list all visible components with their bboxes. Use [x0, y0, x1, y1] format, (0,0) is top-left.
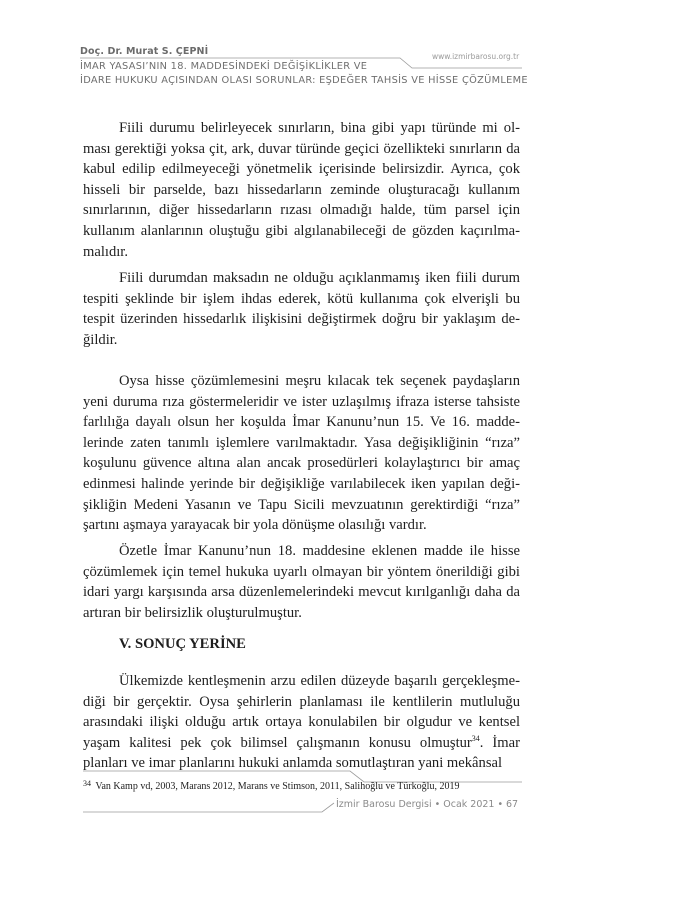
page-number: 67 — [506, 799, 519, 810]
header-title-line-2: İDARE HUKUKU AÇISINDAN OLASI SORUNLAR: EŞDEĞER TAHSİS VE HİSSE ÇÖZÜMLEME — [80, 75, 528, 86]
paragraph-4-text: Özetle İmar Kanunu’nun 18. maddesine eklenen madde ile hisse çözümlemek için temel hukuka uyarlı olmayan bir yöntem önerildiği gibi idari yargı karşısında arsa düzenlemelerindeki mevcut kırılganlığı daha da artıran bir belirsizlik oluşturulmuştur. — [83, 543, 520, 621]
paragraph-1 — [83, 118, 520, 262]
paragraph-3 — [83, 371, 520, 536]
paragraph-1-text: Fiili durumu belirleyecek sınırların, bina gibi yapı türünde mi olması gerektiği yoksa çit, ark, duvar türünde geçici özellikteki sınırların da kabul edilip edilmeyeceği yönetmelik içerisinde belirsizdir. Ayrıca, çok hisseli bir parselde, bazı hissedarların zeminde oluşturacağı kullanım sınırlarının, diğer hissedarların rızası olmadığı halde, tüm parsel için kullanım alanlarının oluştuğu gibi algılanabileceği de gözden kaçırılmamalıdır. — [83, 120, 520, 260]
paragraph-5-text — [83, 671, 520, 774]
paragraph-5 — [83, 671, 520, 774]
footnote-reference[interactable]: 34 — [471, 733, 480, 743]
header-url: www.izmirbarosu.org.tr — [432, 52, 520, 61]
footnote-number: 34 — [83, 779, 91, 788]
header-author: Doç. Dr. Murat S. ÇEPNİ — [80, 46, 209, 57]
paragraph-5-part-2: . İmar planları ve imar planlarını hukuki anlamda somutlaştıran yani mekânsal — [83, 734, 520, 772]
paragraph-3-text: Oysa hisse çözümlemesini meşru kılacak tek seçenek paydaşların yeni duruma rıza göstermeleridir ve ister uzlaşılmış ifraza isterse tahsiste farlılığa dayalı olsun her koşulda İmar Kanunu’nun 15. Ve 16. maddelerinde zaten tanımlı işlemlere varılmaktadır. Yasa değişikliğinin “rıza” koşulunu güvence altına alan ancak prosedürleri kolaylaştırıcı bir amaç edinmesi halinde yerinde bir değişikliğe varılabilecek iken yapılan değişikliğin Medeni Yasanın ve Tapu Sicili mevzuatının gerektirdiği “rıza” şartını aşmaya yarayacak bir yola dönüşme olasılığı vardır. — [83, 373, 520, 534]
paragraph-2 — [83, 268, 520, 350]
footnote — [83, 779, 459, 792]
header-title-line-1: İMAR YASASI’NIN 18. MADDESİNDEKİ DEĞİŞİKLİKLER VE — [80, 61, 368, 72]
footnote-text: Van Kamp vd, 2003, Marans 2012, Marans ve Stimson, 2011, Salihoğlu ve Türkoğlu, 2019 — [95, 781, 460, 792]
section-heading: V. SONUÇ YERİNE — [119, 636, 246, 652]
paragraph-2-text: Fiili durumdan maksadın ne olduğu açıklanmamış iken fiili durum tespiti şeklinde bir işlem ihdas ederek, kötü kullanıma çok elverişli bu tespit üzerinden hissedarlık ilişkisini değiştirmek doğru bir yaklaşım değildir. — [83, 270, 520, 348]
footer-journal: İzmir Barosu Dergisi • Ocak 2021 • — [336, 799, 504, 810]
paragraph-5-part-1: Ülkemizde kentleşmenin arzu edilen düzeyde başarılı gerçekleşmediği bir gerçektir. Oysa şehirlerin planlaması ile kentlilerin mutluluğu arasındaki ilişki olduğu artık ortaya konulabilen bir olgudur ve kentsel yaşam kalitesi pek çok bilimsel çalışmanın konusu olmuştur — [83, 673, 520, 751]
paragraph-4 — [83, 541, 520, 623]
footer-rule — [83, 803, 334, 812]
